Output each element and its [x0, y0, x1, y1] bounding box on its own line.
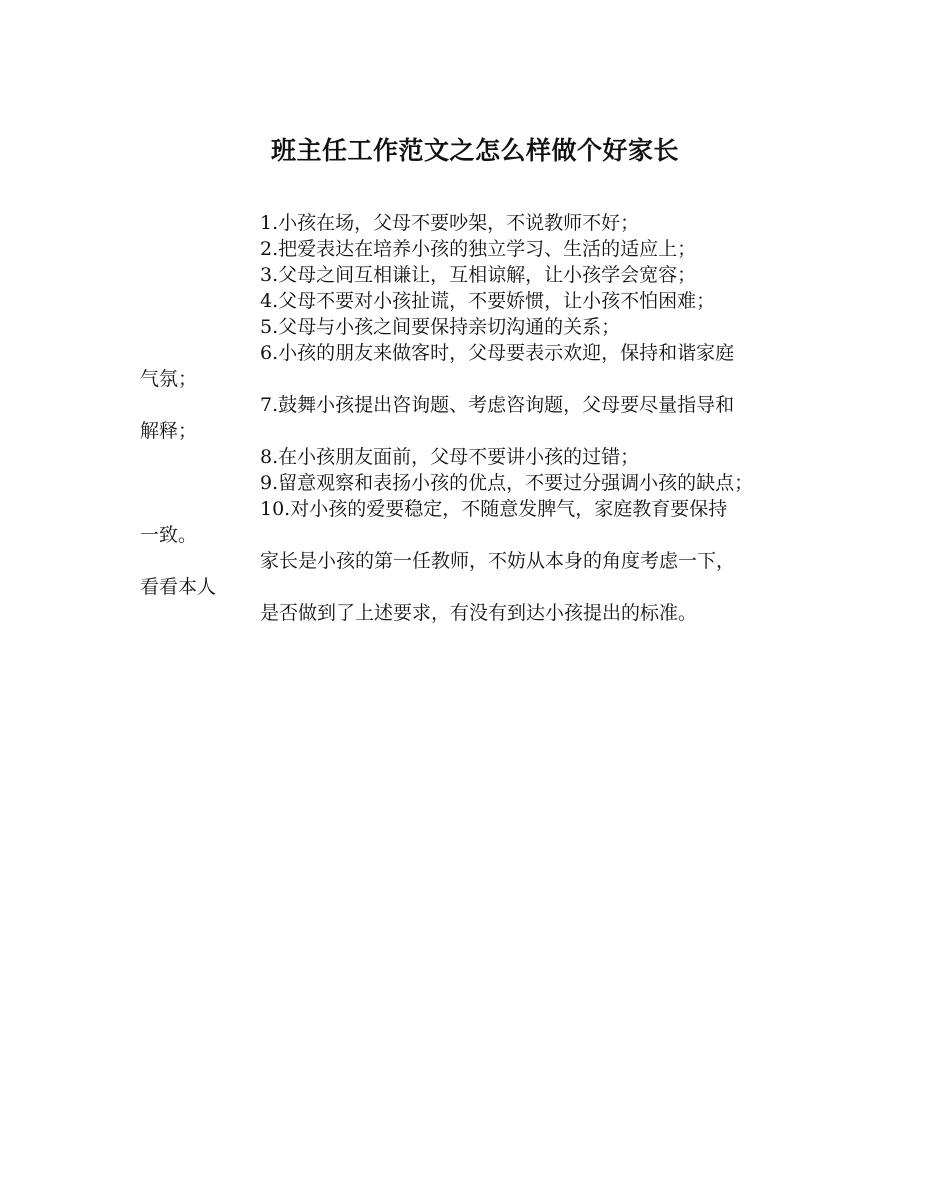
- list-item-2: 2.把爱表达在培养小孩的独立学习、生活的适应上；: [260, 238, 697, 260]
- list-item-4: 4.父母不要对小孩扯谎，不要娇惯，让小孩不怕困难；: [260, 290, 716, 312]
- list-item-10-continuation: 一致。: [140, 524, 198, 546]
- list-item-3: 3.父母之间互相谦让，互相谅解，让小孩学会宽容；: [260, 264, 697, 286]
- closing-paragraph-line-1: 家长是小孩的第一任教师，不妨从本身的角度考虑一下，: [260, 550, 736, 572]
- list-item-9: 9.留意观察和表扬小孩的优点，不要过分强调小孩的缺点；: [260, 472, 754, 494]
- list-item-10: 10.对小孩的爱要稳定，不随意发脾气，家庭教育要保持: [260, 498, 728, 520]
- list-item-8: 8.在小孩朋友面前，父母不要讲小孩的过错；: [260, 446, 640, 468]
- document-body: [140, 210, 812, 626]
- list-item-5: 5.父母与小孩之间要保持亲切沟通的关系；: [260, 316, 621, 338]
- document-title: 班主任工作范文之怎么样做个好家长: [270, 136, 679, 165]
- closing-paragraph-line-3: 是否做到了上述要求，有没有到达小孩提出的标准。: [260, 602, 698, 624]
- list-item-7-continuation: 解释；: [140, 420, 198, 442]
- list-item-6: 6.小孩的朋友来做客时，父母要表示欢迎，保持和谐家庭: [260, 342, 735, 364]
- list-item-1: 1.小孩在场，父母不要吵架，不说教师不好；: [260, 212, 640, 234]
- list-item-6-continuation: 气氛；: [140, 368, 198, 390]
- closing-paragraph-line-2: 看看本人: [140, 576, 217, 598]
- list-item-7: 7.鼓舞小孩提出咨询题、考虑咨询题，父母要尽量指导和: [260, 394, 735, 416]
